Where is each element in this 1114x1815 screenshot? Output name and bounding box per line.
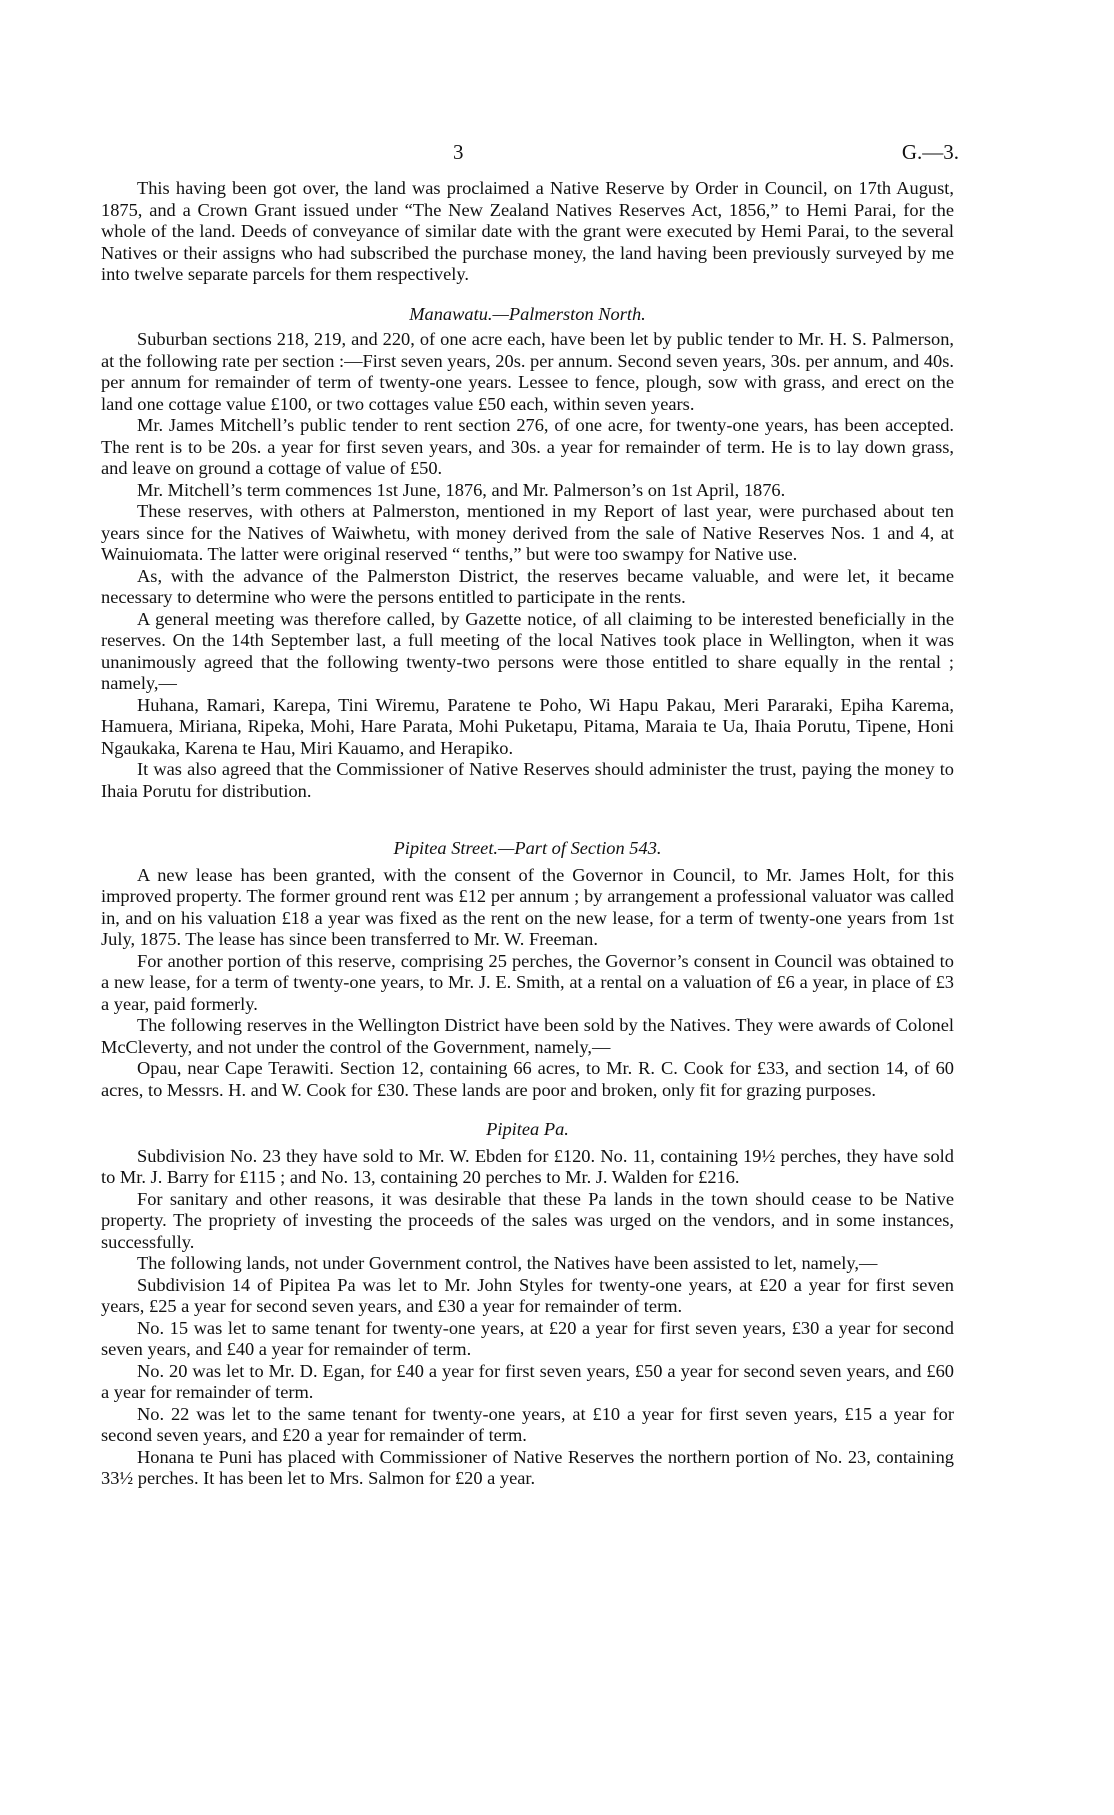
paragraph: These reserves, with others at Palmerston, mentioned in my Report of last year, were purchased about ten years since for the Natives of Waiwhetu, with money derived from the sale of Native Reserves Nos. 1 and 4, at Wainuiomata. The latter were original reserved “ tenths,” but were too swampy for Native use. bbox=[101, 501, 954, 564]
paragraph: This having been got over, the land was proclaimed a Native Reserve by Order in Council, on 17th August, 1875, and a Crown Grant issued under “The New Zealand Natives Reserves Act, 1856,” to Hemi Parai, for the whole of the land. Deeds of conveyance of similar date with the grant were executed by Hemi Parai, to the several Natives or their assigns who had subscribed the purchase money, the land having been previously surveyed by me into twelve separate parcels for them respectively. bbox=[101, 178, 954, 284]
paragraph: A general meeting was therefore called, by Gazette notice, of all claiming to be interested beneficially in the reserves. On the 14th September last, a full meeting of the local Natives took place in Wellington, when it was unanimously agreed that the following twenty-two persons were those entitled to share equally in the rental ; namely,— bbox=[101, 608, 954, 693]
paragraph: Subdivision No. 23 they have sold to Mr. W. Ebden for £120. No. 11, containing 19½ perches, they have sold to Mr. J. Barry for £115 ; and No. 13, containing 20 perches to Mr. J. Walden for £216. bbox=[101, 1145, 954, 1187]
pipitea-street-section bbox=[101, 838, 954, 1101]
paragraph: As, with the advance of the Palmerston District, the reserves became valuable, and were let, it became necessary to determine who were the persons entitled to participate in the rents. bbox=[101, 565, 954, 607]
paragraph: For sanitary and other reasons, it was desirable that these Pa lands in the town should cease to be Native property. The propriety of investing the proceeds of the sales was urged on the vendors, and in some instances, successfully. bbox=[101, 1188, 954, 1252]
paragraph: Suburban sections 218, 219, and 220, of one acre each, have been let by public tender to Mr. H. S. Palmerson, at the following rate per section :—First seven years, 20s. per annum. Second seven years, 30s. per annum, and 40s. per annum for remainder of term of twenty-one years. Lessee to fence, plough, sow with grass, and erect on the land one cottage value £100, or two cottages value £50 each, within seven years. bbox=[101, 329, 954, 414]
section-heading-pipitea-pa: Pipitea Pa. bbox=[486, 1119, 569, 1139]
pipitea-pa-section bbox=[101, 1119, 954, 1490]
paragraph: Mr. Mitchell’s term commences 1st June, 1876, and Mr. Palmerson’s on 1st April, 1876. bbox=[137, 479, 786, 500]
paragraph: Subdivision 14 of Pipitea Pa was let to Mr. John Styles for twenty-one years, at £20 a year for first seven years, £25 a year for second seven years, and £30 a year for remainder of term. bbox=[101, 1274, 954, 1316]
document-reference: G.—3. bbox=[901, 140, 959, 164]
paragraph: Mr. James Mitchell’s public tender to rent section 276, of one acre, for twenty-one years, has been accepted. The rent is to be 20s. a year for first seven years, and 30s. a year for remainder of term. He is to lay down grass, and leave on ground a cottage of value of £50. bbox=[101, 415, 954, 478]
paragraph: No. 20 was let to Mr. D. Egan, for £40 a year for first seven years, £50 a year for second seven years, and £60 a year for remainder of term. bbox=[101, 1360, 954, 1402]
paragraph: The following reserves in the Wellington District have been sold by the Natives. They were awards of Colonel McCleverty, and not under the control of the Government, namely,— bbox=[101, 1015, 954, 1057]
paragraph: Honana te Puni has placed with Commissioner of Native Reserves the northern portion of No. 23, containing 33½ perches. It has been let to Mrs. Salmon for £20 a year. bbox=[101, 1446, 954, 1488]
section-heading-pipitea-street: Pipitea Street.—Part of Section 543. bbox=[393, 838, 662, 858]
page-header bbox=[0, 140, 1114, 170]
names-list: Huhana, Ramari, Karepa, Tini Wiremu, Paratene te Poho, Wi Hapu Pakau, Meri Pararaki, Epiha Karema, Hamuera, Miriana, Ripeka, Mohi, Hare Parata, Mohi Puketapu, Pitama, Maraia te Ua, Ihaia Porutu, Tipene, Honi Ngaukaka, Karena te Hau, Miri Kauamo, and Herapiko. bbox=[101, 694, 954, 758]
paragraph: Opau, near Cape Terawiti. Section 12, containing 66 acres, to Mr. R. C. Cook for £33, and section 14, of 60 acres, to Messrs. H. and W. Cook for £30. These lands are poor and broken, only fit for grazing purposes. bbox=[101, 1058, 954, 1100]
paragraph: For another portion of this reserve, comprising 25 perches, the Governor’s consent in Council was obtained to a new lease, for a term of twenty-one years, to Mr. J. E. Smith, at a rental on a valuation of £6 a year, in place of £3 a year, paid formerly. bbox=[101, 950, 954, 1014]
paragraph: No. 22 was let to the same tenant for twenty-one years, at £10 a year for first seven years, £15 a year for second seven years, and £20 a year for remainder of term. bbox=[101, 1403, 954, 1445]
section-heading-manawatu: Manawatu.—Palmerston North. bbox=[409, 303, 646, 324]
paragraph: The following lands, not under Government control, the Natives have been assisted to let, namely,— bbox=[137, 1253, 878, 1273]
page-number: 3 bbox=[453, 140, 464, 164]
manawatu-section bbox=[101, 304, 954, 803]
paragraph: It was also agreed that the Commissioner of Native Reserves should administer the trust, paying the money to Ihaia Porutu for distribution. bbox=[101, 759, 954, 801]
intro-section bbox=[101, 178, 954, 286]
page-body bbox=[101, 178, 954, 1490]
paragraph: No. 15 was let to same tenant for twenty-one years, at £20 a year for first seven years, £30 a year for second seven years, and £40 a year for remainder of term. bbox=[101, 1317, 954, 1359]
paragraph: A new lease has been granted, with the consent of the Governor in Council, to Mr. James Holt, for this improved property. The former ground rent was £12 per annum ; by arrangement a professional valuator was called in, and on his valuation £18 a year was fixed as the rent on the new lease, for a term of twenty-one years from 1st July, 1875. The lease has since been transferred to Mr. W. Freeman. bbox=[101, 864, 954, 949]
